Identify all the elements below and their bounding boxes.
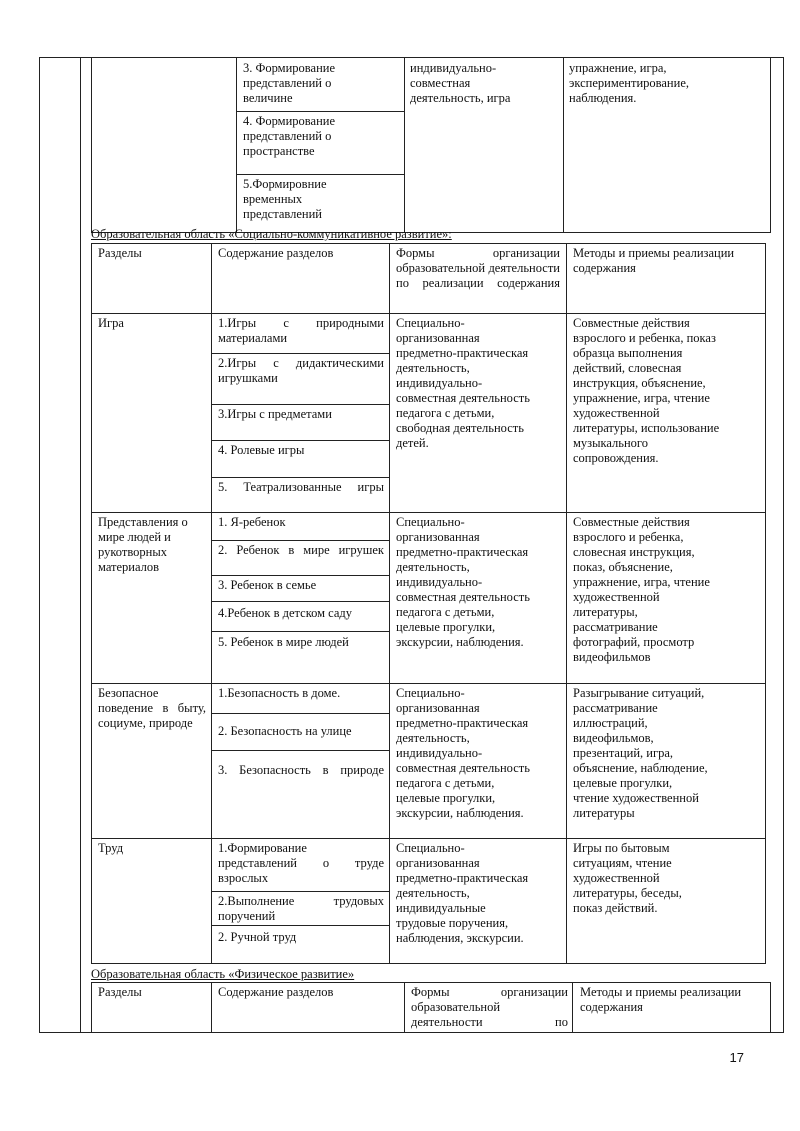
content-item: 4. Формирование представлений о пространстве: [243, 114, 335, 158]
content-item: 3. Формирование представлений о величине: [243, 61, 335, 105]
section-name: Игра: [98, 316, 124, 330]
header-methods: Методы и приемы реализации содержания: [580, 985, 742, 1014]
methods-cell: Разыгрывание ситуаций, рассматривание иллюстраций, видеофильмов, презентаций, игра, объяснение, наблюдение, целевые прогулки, чтение художественной литературы: [573, 686, 708, 820]
content-item: 4. Ролевые игры: [218, 443, 305, 457]
section-title: Образовательная область «Физическое развитие»: [91, 967, 355, 981]
methods-cell: упражнение, игра, экспериментирование, наблюдения.: [569, 61, 689, 105]
content-item: 3. Безопасность в природе: [218, 763, 384, 777]
content-item: 1.Формирование представлений о труде взрослых: [218, 841, 384, 885]
header-forms: Формы организации образовательной деятельности по реализации содержания: [396, 246, 560, 290]
methods-cell: Совместные действия взрослого и ребенка, показ образца выполнения действий, словесная инструкция, объяснение, упражнение, игра, чтение художественной литературы, использование музыкального сопровождения.: [573, 316, 720, 465]
content-item: 3.Игры с предметами: [218, 407, 332, 421]
section-name: Представления о мире людей и рукотворных материалов: [98, 515, 188, 574]
header-sections: Разделы: [98, 246, 142, 260]
content-item: 5.Формировние временных представлений: [243, 177, 327, 221]
frame-divider: [80, 57, 81, 1033]
content-item: 4.Ребенок в детском саду: [218, 606, 353, 620]
page-number: 17: [729, 1050, 744, 1065]
methods-cell: Игры по бытовым ситуациям, чтение художественной литературы, беседы, показ действий.: [573, 841, 682, 915]
content-item: 1.Игры с природными материалами: [218, 316, 384, 345]
content-item: 2.Игры с дидактическими игрушками: [218, 356, 384, 385]
content-item: 5. Ребенок в мире людей: [218, 635, 349, 649]
forms-cell: Специально- организованная предметно-практическая деятельность, индивидуально- совместная деятельность педагога с детьми, свободная деятельность детей.: [396, 316, 530, 450]
header-methods: Методы и приемы реализации содержания: [573, 246, 735, 275]
section-name: Труд: [98, 841, 124, 855]
content-item: 3. Ребенок в семье: [218, 578, 317, 592]
forms-cell: Специально- организованная предметно-практическая деятельность, индивидуально- совместная деятельность педагога с детьми, целевые прогулки, экскурсии, наблюдения.: [396, 515, 530, 649]
forms-cell: Специально- организованная предметно-практическая деятельность, индивидуальные трудовые поручения, наблюдения, экскурсии.: [396, 841, 529, 945]
section-name: Безопасное поведение в быту, социуме, природе: [98, 686, 206, 730]
content-item: 1. Я-ребенок: [218, 515, 286, 529]
content-item: 1.Безопасность в доме.: [218, 686, 341, 700]
header-forms: Формы организации образовательной деятельности по: [411, 985, 568, 1029]
forms-cell: индивидуально- совместная деятельность, игра: [410, 61, 511, 105]
methods-cell: Совместные действия взрослого и ребенка, словесная инструкция, показ, объяснение, упражнение, игра, чтение художественной литературы, рассматривание фотографий, просмотр видеофильмов: [573, 515, 710, 664]
frame-divider: [91, 57, 92, 233]
section-title: Образовательная область «Социально-коммуникативное развитие»:: [91, 227, 452, 241]
header-content: Содержание разделов: [218, 985, 334, 999]
content-item: 2.Выполнение трудовых поручений: [218, 894, 384, 923]
content-item: 2. Ребенок в мире игрушек: [218, 543, 384, 557]
header-content: Содержание разделов: [218, 246, 334, 260]
content-item: 5. Театрализованные игры: [218, 480, 384, 494]
forms-cell: Специально- организованная предметно-практическая деятельность, индивидуально- совместная деятельность педагога с детьми, целевые прогулки, экскурсии, наблюдения.: [396, 686, 530, 820]
header-sections: Разделы: [98, 985, 142, 999]
content-item: 2. Ручной труд: [218, 930, 297, 944]
content-item: 2. Безопасность на улице: [218, 724, 352, 738]
